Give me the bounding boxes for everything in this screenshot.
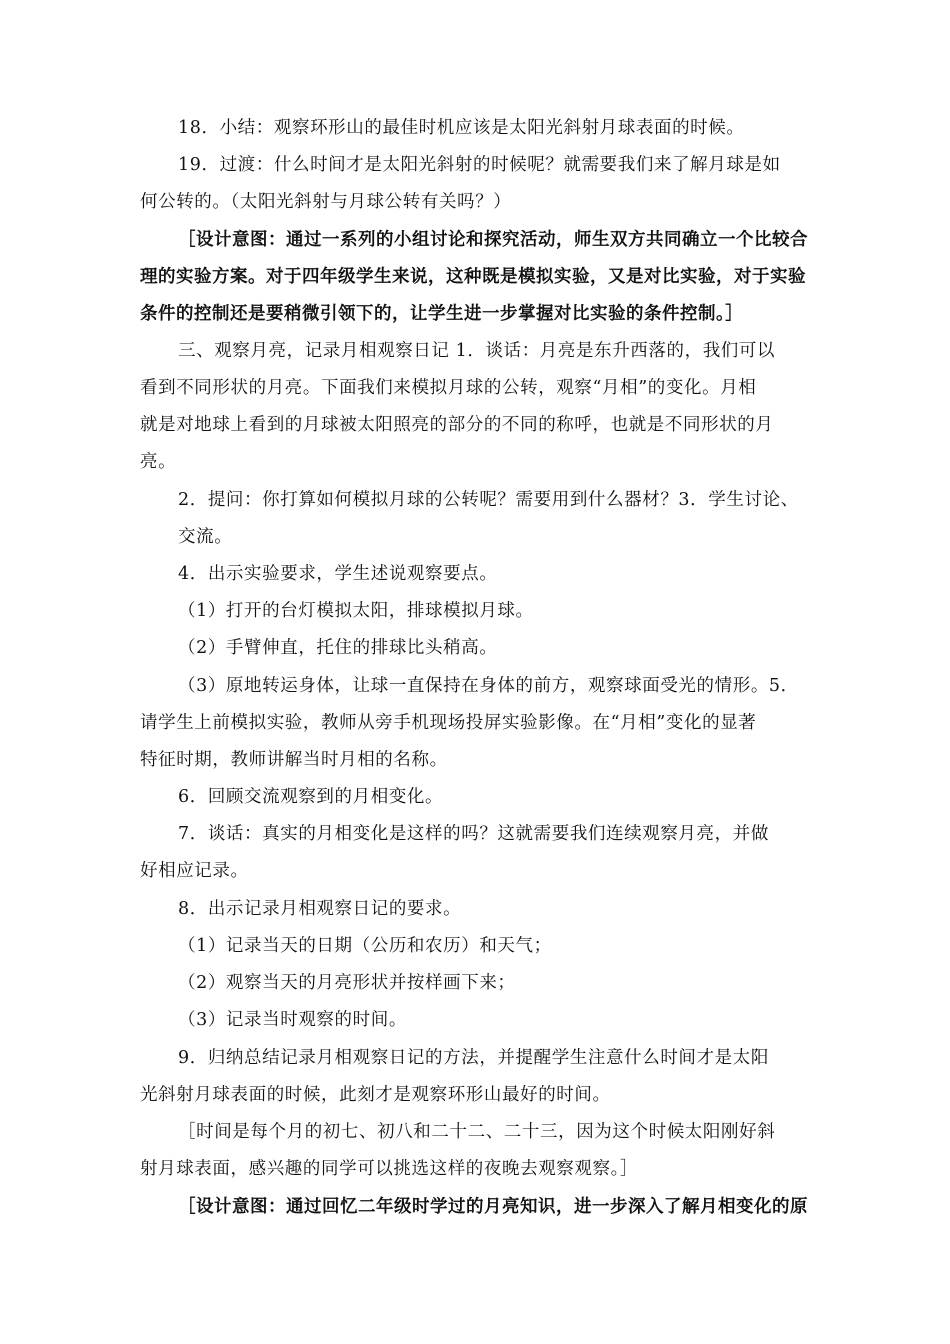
design-intent-line: ［设计意图：通过一系列的小组讨论和探究活动，师生双方共同确立一个比较合 [178,230,808,250]
question-line: 2．提问：你打算如何模拟月球的公转呢？需要用到什么器材？3．学生讨论、 [178,490,799,510]
paragraph-line: 看到不同形状的月亮。下面我们来模拟月球的公转，观察“月相”的变化。月相 [140,378,757,398]
design-intent-line: 条件的控制还是要稍微引领下的，让学生进一步掌握对比实验的条件控制。］ [140,304,744,324]
step-line: 8．出示记录月相观察日记的要求。 [178,899,462,919]
paragraph-line: 请学生上前模拟实验，教师从旁手机现场投屏实验影像。在“月相”变化的显著 [140,713,757,733]
step-line-cont: 好相应记录。 [140,861,249,881]
transition-line-cont: 何公转的。（太阳光斜射与月球公转有关吗？） [140,192,512,212]
sub-step-line: （3）记录当时观察的时间。 [178,1010,407,1030]
sub-step-line: （2）手臂伸直，托住的排球比头稍高。 [178,638,498,658]
sub-step-line: （2）观察当天的月亮形状并按样画下来； [178,973,516,993]
summary-line: 18．小结：观察环形山的最佳时机应该是太阳光斜射月球表面的时候。 [178,118,745,138]
note-line-cont: 射月球表面，感兴趣的同学可以挑选这样的夜晚去观察观察。］ [140,1159,639,1179]
step-line: 7．谈话：真实的月相变化是这样的吗？这就需要我们连续观察月亮，并做 [178,824,769,844]
note-line: ［时间是每个月的初七、初八和二十二、二十三，因为这个时候太阳刚好斜 [178,1122,776,1142]
design-intent-line: ［设计意图：通过回忆二年级时学过的月亮知识，进一步深入了解月相变化的原 [178,1197,808,1217]
question-line-cont: 交流。 [178,527,233,547]
section-heading-line: 三、观察月亮，记录月相观察日记 1．谈话：月亮是东升西落的，我们可以 [178,341,776,361]
step-line: 6．回顾交流观察到的月相变化。 [178,787,444,807]
transition-line: 19．过渡：什么时间才是太阳光斜射的时候呢？就需要我们来了解月球是如 [178,155,781,175]
design-intent-line: 理的实验方案。对于四年级学生来说，这种既是模拟实验，又是对比实验，对于实验 [140,267,806,287]
paragraph-line: 就是对地球上看到的月球被太阳照亮的部分的不同的称呼，也就是不同形状的月 [140,415,774,435]
sub-step-line: （1）打开的台灯模拟太阳，排球模拟月球。 [178,601,534,621]
sub-step-line: （1）记录当天的日期（公历和农历）和天气； [178,936,552,956]
step-line: 9．归纳总结记录月相观察日记的方法，并提醒学生注意什么时间才是太阳 [178,1048,769,1068]
step-line-cont: 光斜射月球表面的时候，此刻才是观察环形山最好的时间。 [140,1085,611,1105]
step-line: 4．出示实验要求，学生述说观察要点。 [178,564,498,584]
paragraph-line: 特征时期，教师讲解当时月相的名称。 [140,750,448,770]
sub-step-line: （3）原地转运身体，让球一直保持在身体的前方，观察球面受光的情形。5． [178,676,799,696]
paragraph-line: 亮。 [140,452,177,472]
